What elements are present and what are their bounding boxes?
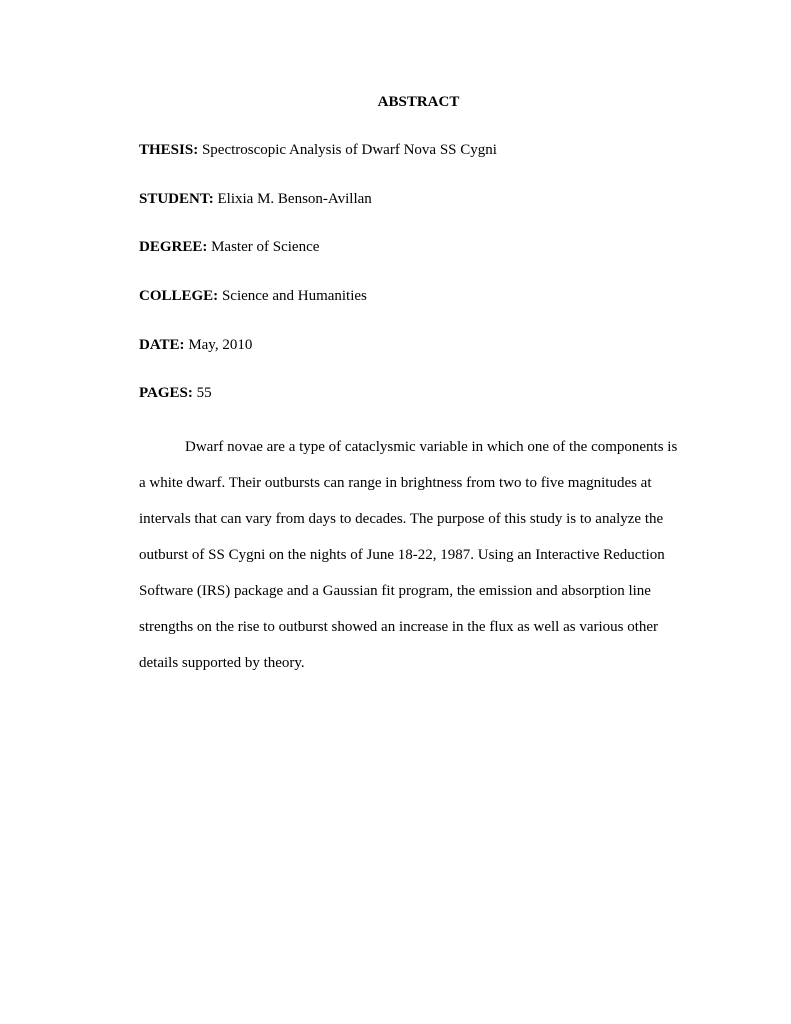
abstract-line: Dwarf novae are a type of cataclysmic variable in which one of the components is xyxy=(185,439,678,455)
thesis-field xyxy=(139,141,497,159)
student-label: STUDENT: xyxy=(139,191,214,207)
abstract-line: strengths on the rise to outburst showed an increase in the flux as well as various other xyxy=(139,619,659,635)
college-field xyxy=(139,287,367,305)
date-label: DATE: xyxy=(139,337,185,353)
pages-value: 55 xyxy=(192,385,212,401)
abstract-line: Software (IRS) package and a Gaussian fit program, the emission and absorption line xyxy=(139,583,651,599)
date-value: May, 2010 xyxy=(184,337,253,353)
abstract-heading: ABSTRACT xyxy=(377,94,460,110)
abstract-line: intervals that can vary from days to decades. The purpose of this study is to analyze the xyxy=(139,511,664,527)
abstract-paragraph xyxy=(139,429,709,681)
date-field xyxy=(139,336,252,354)
degree-value: Master of Science xyxy=(207,239,320,255)
degree-label: DEGREE: xyxy=(139,239,208,255)
pages-field xyxy=(139,384,212,402)
abstract-line: a white dwarf. Their outbursts can range in brightness from two to five magnitudes at xyxy=(139,475,652,491)
college-label: COLLEGE: xyxy=(139,288,219,304)
abstract-line: details supported by theory. xyxy=(139,655,305,671)
pages-label: PAGES: xyxy=(139,385,193,401)
college-value: Science and Humanities xyxy=(218,288,367,304)
student-field xyxy=(139,190,372,208)
thesis-value: Spectroscopic Analysis of Dwarf Nova SS Cygni xyxy=(198,142,497,158)
degree-field xyxy=(139,238,319,256)
student-value: Elixia M. Benson-Avillan xyxy=(213,191,372,207)
abstract-line: outburst of SS Cygni on the nights of June 18-22, 1987. Using an Interactive Reduction xyxy=(139,547,665,563)
thesis-label: THESIS: xyxy=(139,142,199,158)
